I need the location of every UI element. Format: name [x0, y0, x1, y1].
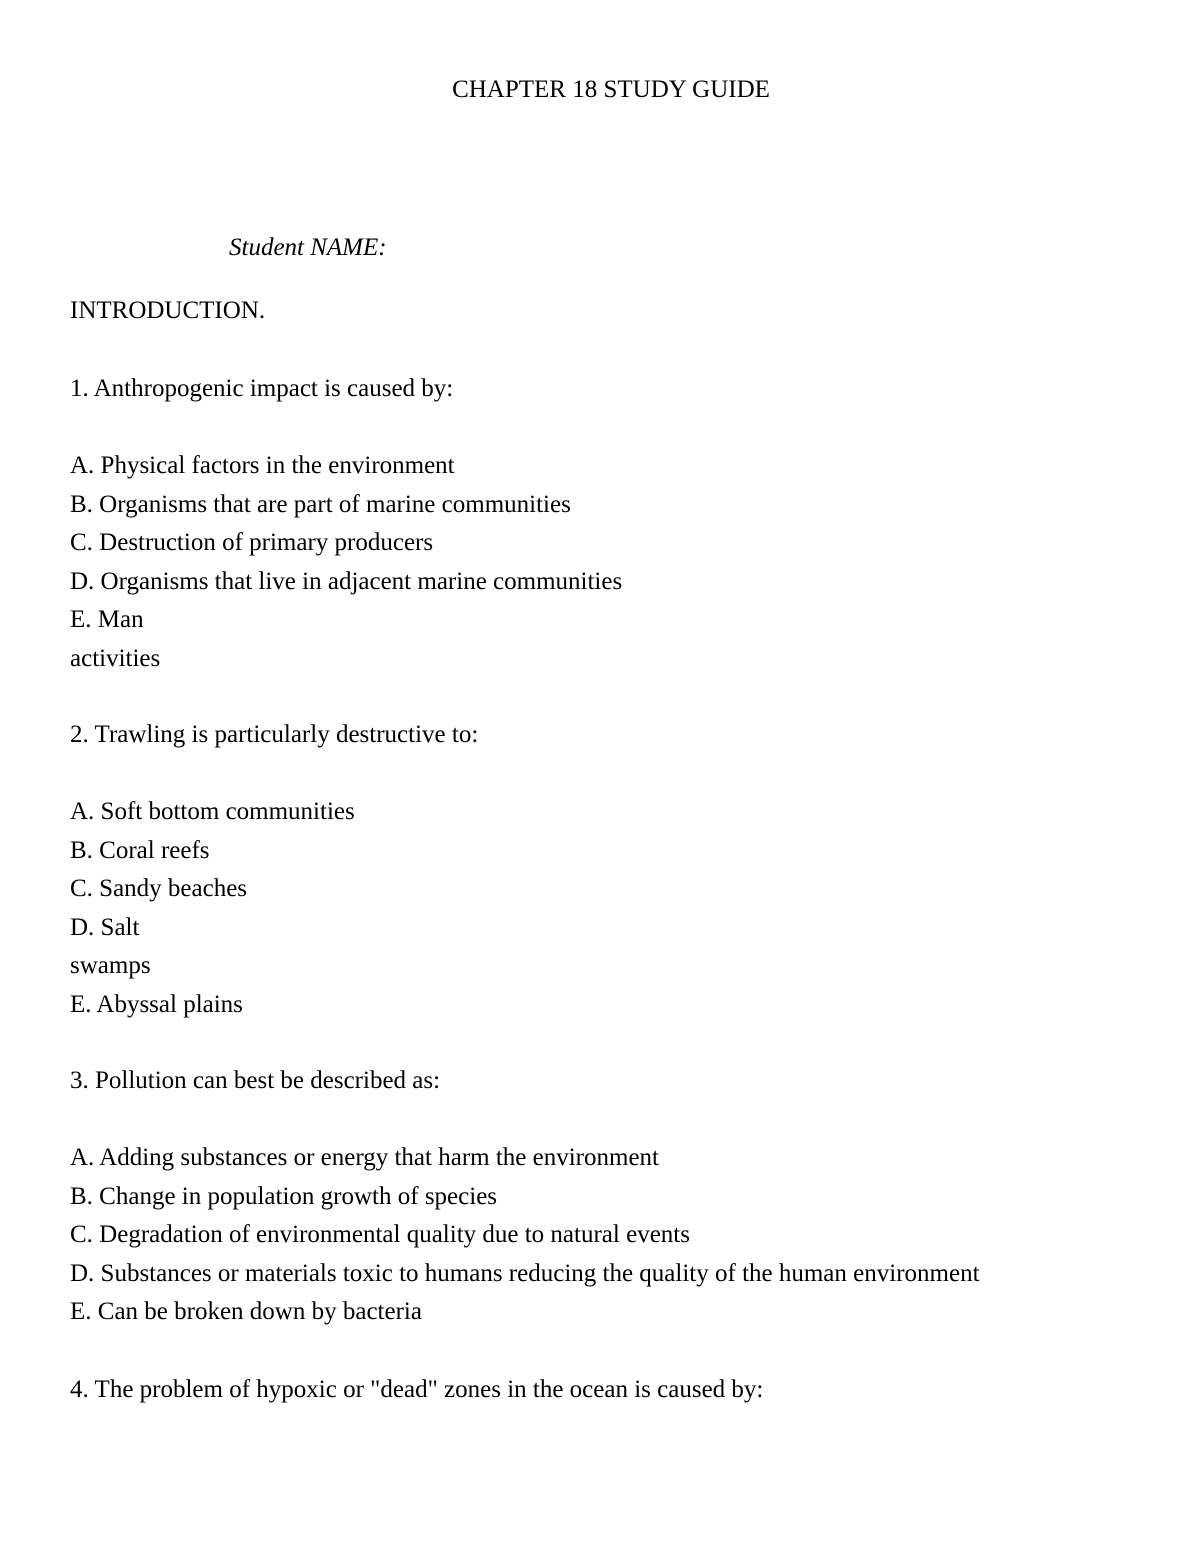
question-1: 1. Anthropogenic impact is caused by:	[70, 375, 454, 402]
question-3-option-line: C. Degradation of environmental quality due to natural events	[70, 1221, 690, 1248]
question-3-option-line: E. Can be broken down by bacteria	[70, 1298, 422, 1325]
question-2-option-line: A. Soft bottom communities	[70, 798, 355, 825]
question-3-option-line: A. Adding substances or energy that harm the environment	[70, 1144, 659, 1171]
question-2-option-line: C. Sandy beaches	[70, 875, 248, 902]
section-heading: INTRODUCTION.	[70, 297, 266, 324]
question-3-option-line: B. Change in population growth of species	[70, 1182, 498, 1210]
question-1-option-line: D. Organisms that live in adjacent marine communities	[70, 567, 623, 595]
question-1-option-line: C. Destruction of primary producers	[70, 529, 434, 556]
page-title: CHAPTER 18 STUDY GUIDE	[452, 76, 770, 103]
student-name-label: Student NAME:	[229, 234, 387, 261]
question-1-option-line: A. Physical factors in the environment	[70, 452, 455, 479]
question-3-option-line: D. Substances or materials toxic to humans reducing the quality of the human environment	[70, 1259, 980, 1287]
question-4: 4. The problem of hypoxic or "dead" zones in the ocean is caused by:	[70, 1376, 764, 1403]
question-2: 2. Trawling is particularly destructive to:	[70, 721, 479, 748]
question-2-option-line: D. Salt	[70, 913, 140, 941]
question-1-option-line: activities	[70, 644, 161, 672]
question-1-option-line: E. Man	[70, 606, 144, 633]
question-2-option-line: swamps	[70, 952, 151, 979]
question-2-option-line: E. Abyssal plains	[70, 990, 243, 1018]
question-2-option-line: B. Coral reefs	[70, 836, 210, 864]
question-1-option-line: B. Organisms that are part of marine communities	[70, 490, 571, 518]
question-3: 3. Pollution can best be described as:	[70, 1067, 441, 1094]
